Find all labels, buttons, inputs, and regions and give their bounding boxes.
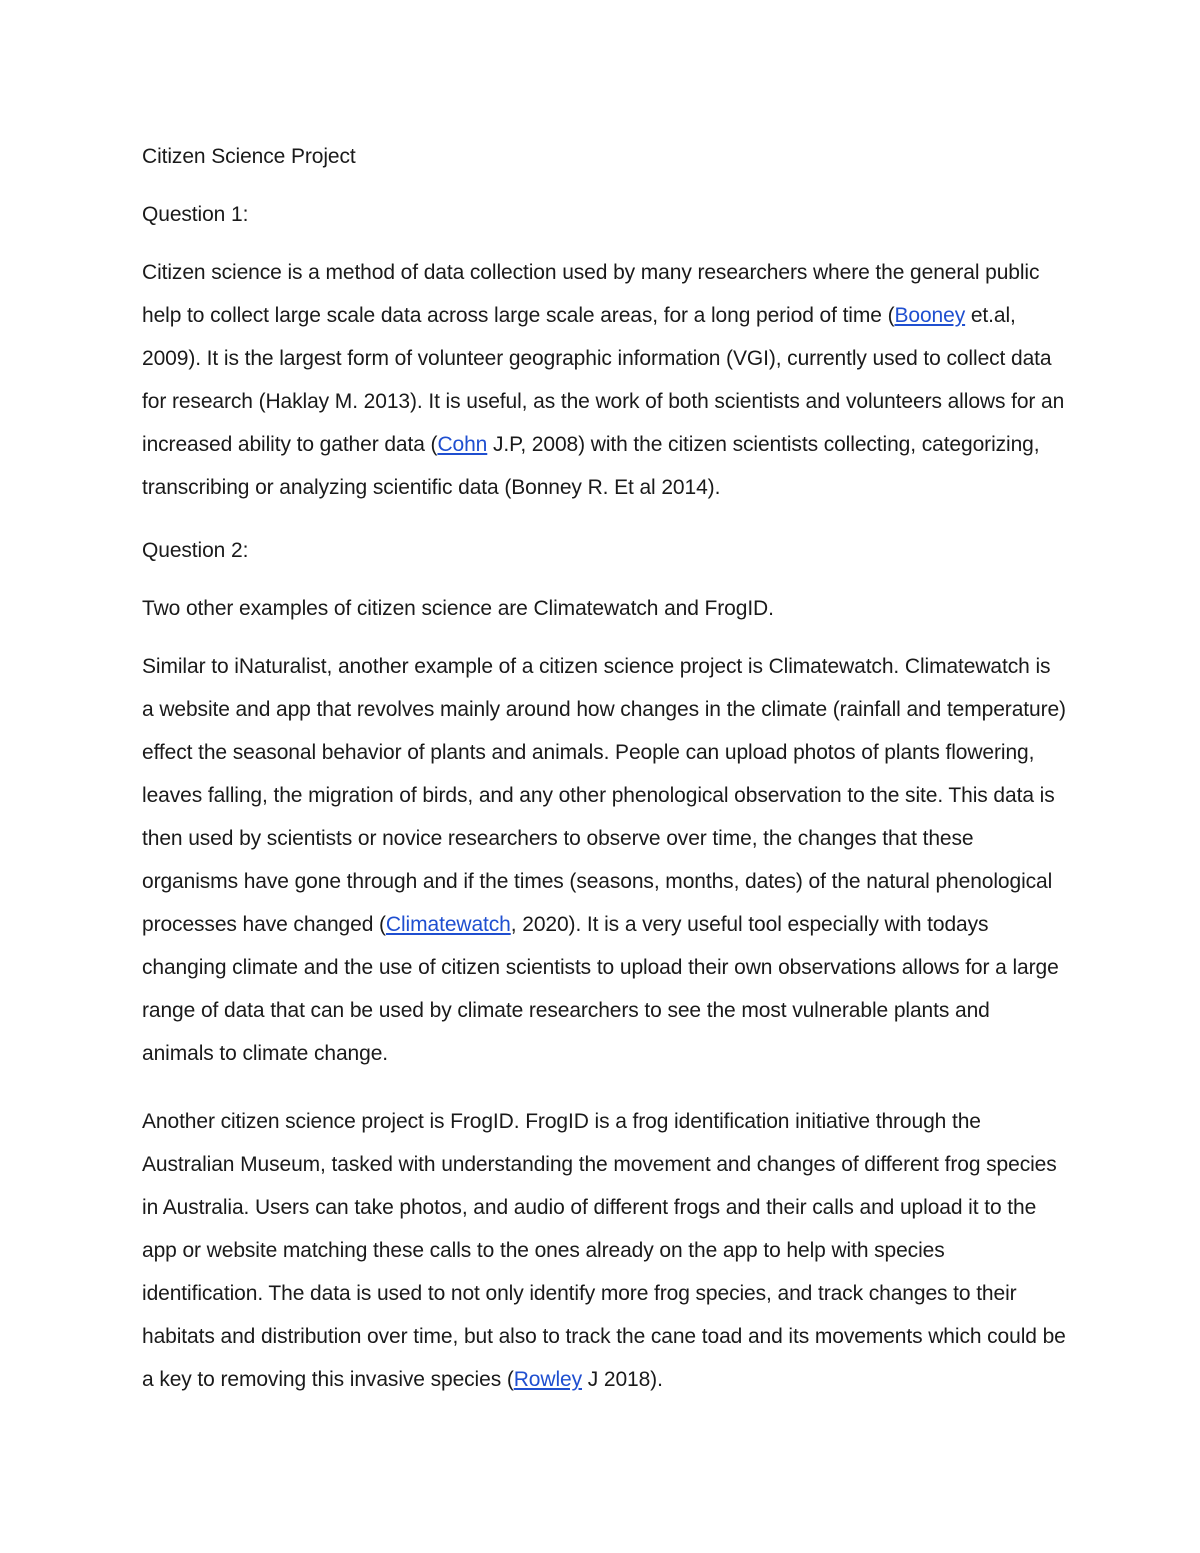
paragraph-text: J 2018). xyxy=(582,1368,663,1391)
question-1-paragraph xyxy=(142,251,1067,509)
question-2-heading: Question 2: xyxy=(142,539,249,562)
document-title: Citizen Science Project xyxy=(142,145,356,168)
paragraph-text: Similar to iNaturalist, another example of a citizen science project is Climatewatch. Climatewatch is a website and app that revolves mainly around how changes in the climate (rainfall and temperature) effect the seasonal behavior of plants and animals. People can upload photos of plants flowering, leaves falling, the migration of birds, and any other phenological observation to the site. This data is then used by scientists or novice researchers to observe over time, the changes that these organisms have gone through and if the times (seasons, months, dates) of the natural phenological processes have changed ( xyxy=(142,655,1066,936)
question-1-heading: Question 1: xyxy=(142,203,249,226)
question-2-intro: Two other examples of citizen science are Climatewatch and FrogID. xyxy=(142,597,774,620)
paragraph-text: et.al, 2009). It is the largest form of volunteer geographic information (VGI), currently used to collect data for research (Haklay M. 2013). It is useful, as the work of both scientists and volunteers allows for an increased ability to gather data ( xyxy=(142,304,1065,456)
citation-link-cohn[interactable]: Cohn xyxy=(437,433,488,456)
climatewatch-paragraph xyxy=(142,645,1067,1075)
citation-link-climatewatch[interactable]: Climatewatch xyxy=(385,913,511,936)
document-body xyxy=(142,140,1067,1426)
paragraph-text: J.P, 2008) with the citizen scientists collecting, categorizing, transcribing or analyzing scientific data (Bonney R. Et al 2014). xyxy=(142,433,1040,499)
paragraph-text: Citizen science is a method of data collection used by many researchers where the general public help to collect large scale data across large scale areas, for a long period of time ( xyxy=(142,261,1040,327)
citation-link-booney[interactable]: Booney xyxy=(894,304,966,327)
paragraph-text: Another citizen science project is FrogID. FrogID is a frog identification initiative through the Australian Museum, tasked with understanding the movement and changes of different frog species in Australia. Users can take photos, and audio of different frogs and their calls and upload it to the app or website matching these calls to the ones already on the app to help with species identification. The data is used to not only identify more frog species, and track changes to their habitats and distribution over time, but also to track the cane toad and its movements which could be a key to removing this invasive species ( xyxy=(142,1110,1066,1391)
frogid-paragraph xyxy=(142,1100,1067,1401)
citation-link-rowley[interactable]: Rowley xyxy=(513,1368,582,1391)
paragraph-text: , 2020). It is a very useful tool especially with todays changing climate and the use of citizen scientists to upload their own observations allows for a large range of data that can be used by climate researchers to see the most vulnerable plants and animals to climate change. xyxy=(142,913,1059,1065)
